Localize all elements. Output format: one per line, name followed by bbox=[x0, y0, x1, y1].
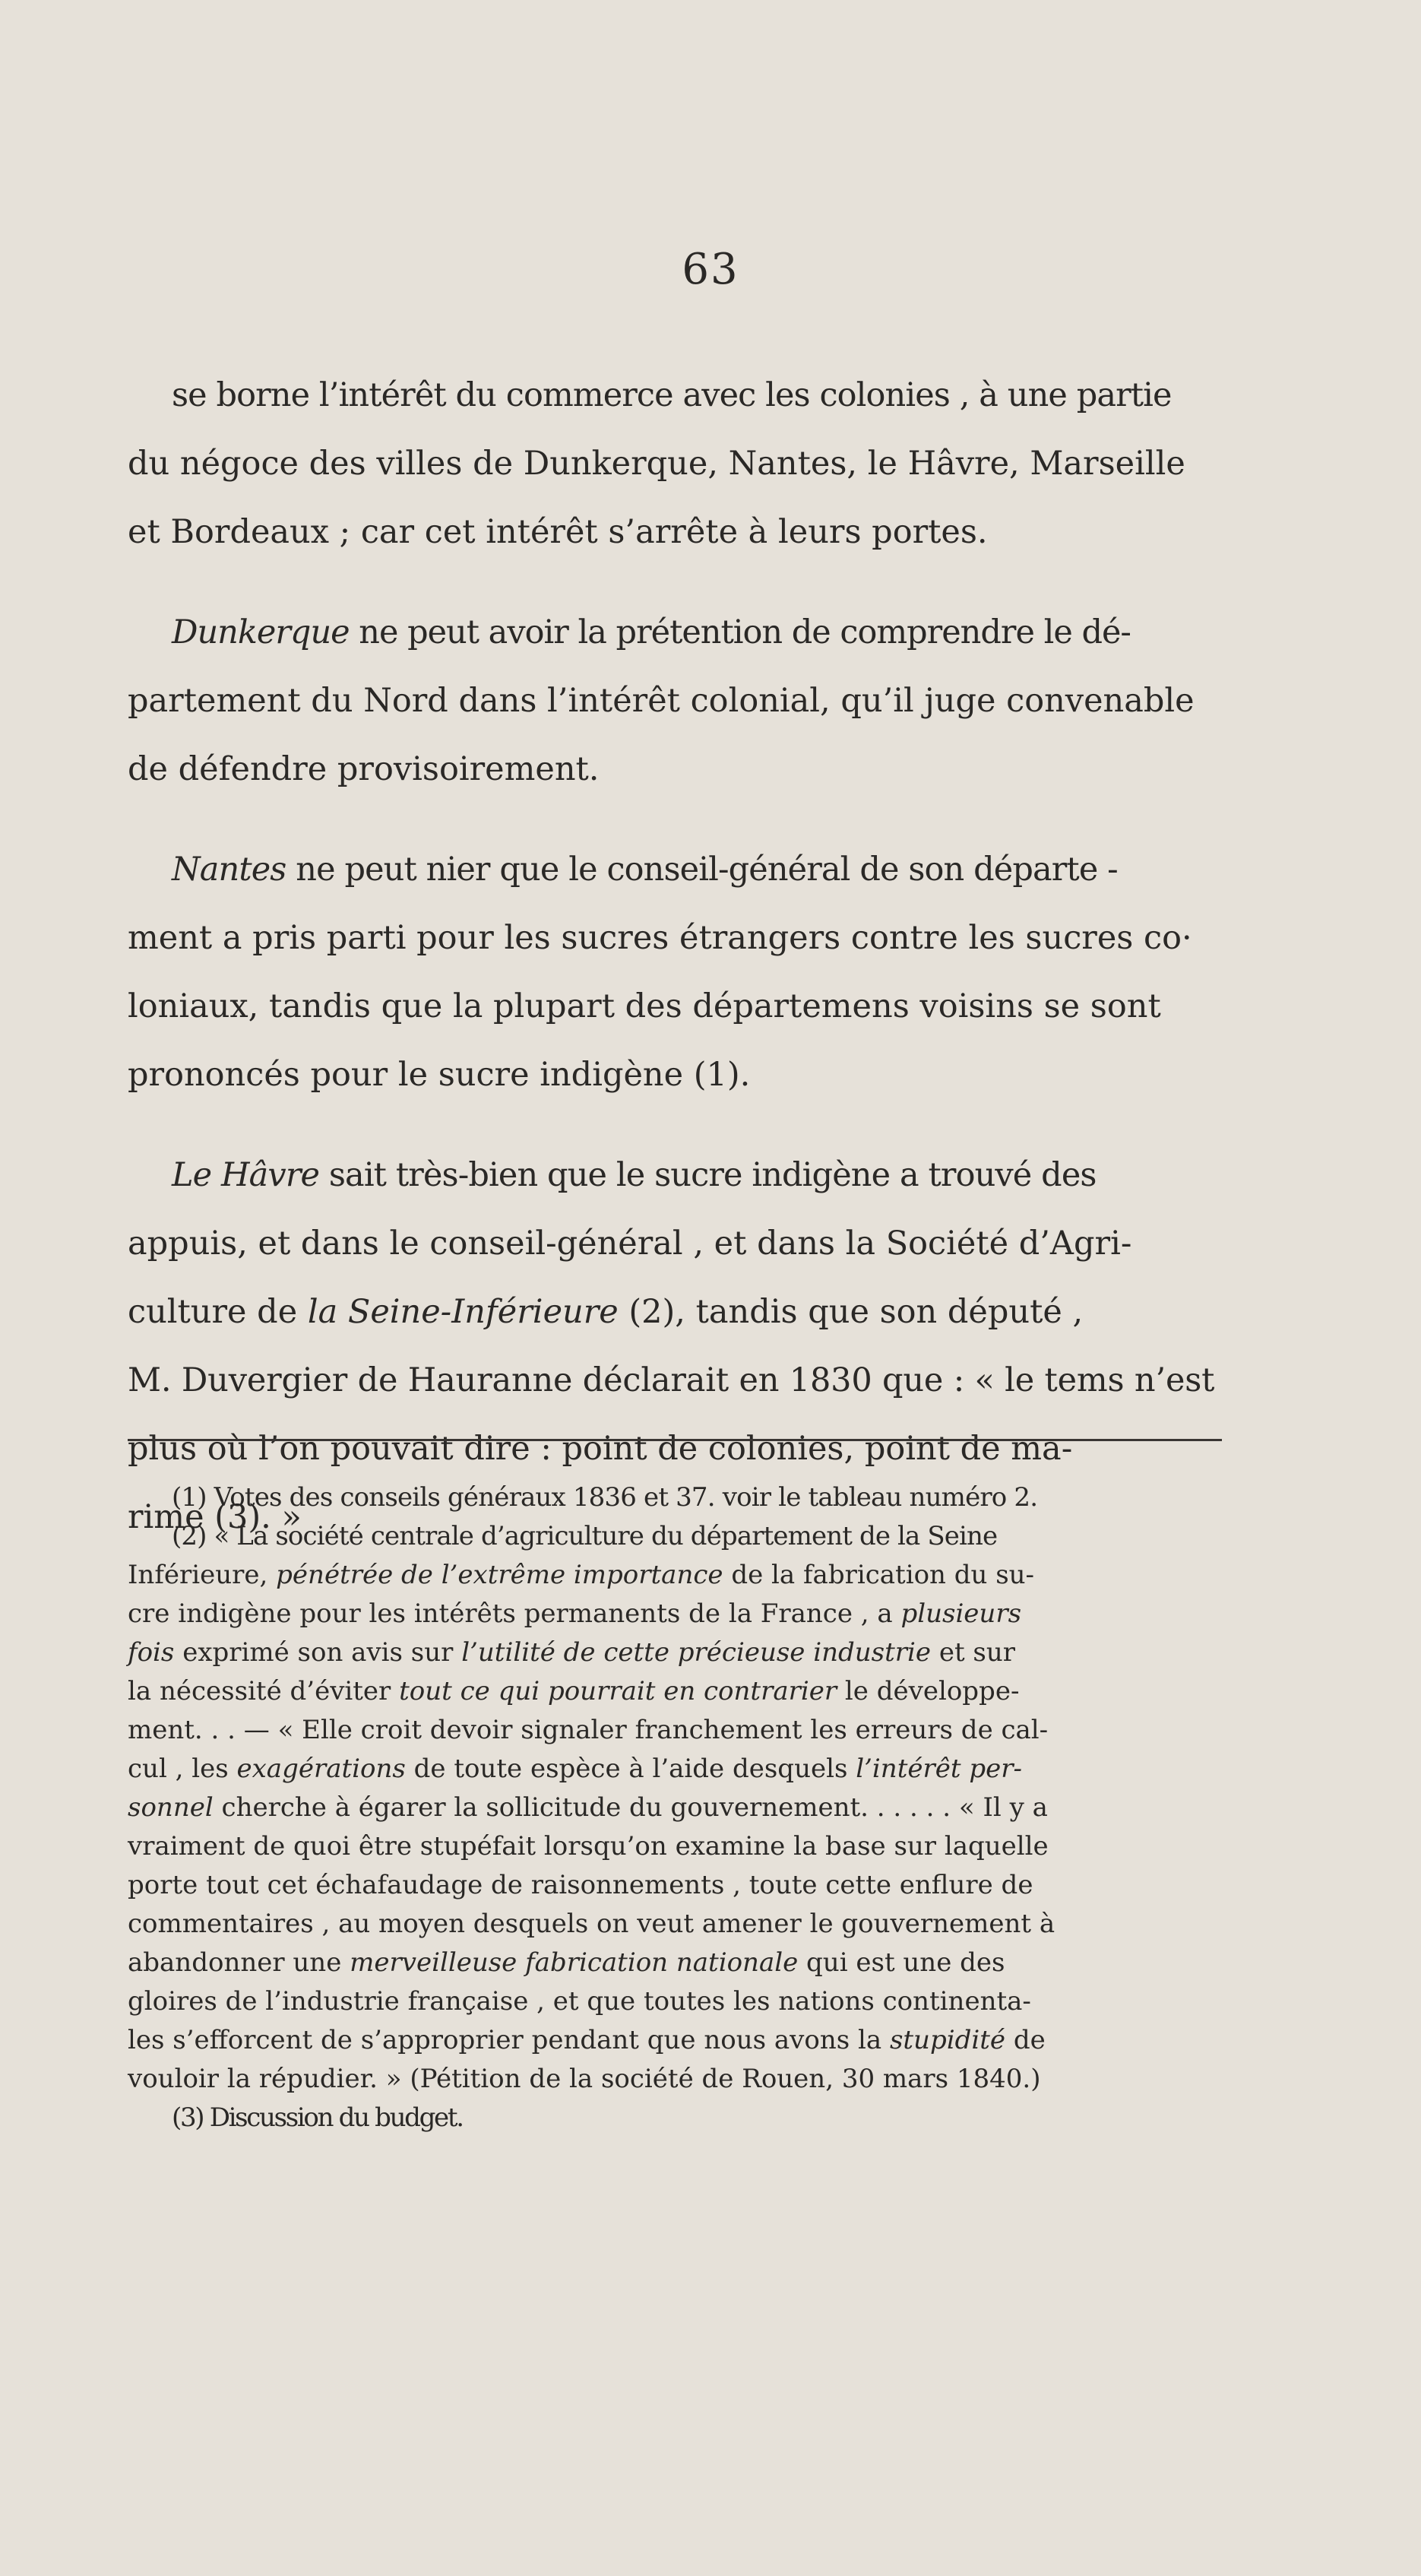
italic-text: Dunkerque bbox=[172, 613, 350, 651]
text-run: de bbox=[1005, 2025, 1046, 2055]
text-line bbox=[128, 1415, 1214, 1483]
text-run: plus où l’on pouvait dire : point de colonies, point de ma- bbox=[128, 1430, 1073, 1468]
footnote-line bbox=[128, 1478, 1222, 1517]
footnote-line bbox=[128, 1556, 1222, 1595]
footnote-line bbox=[128, 1827, 1222, 1866]
text-run: le développe- bbox=[837, 1676, 1020, 1706]
text-run: se borne l’intérêt du commerce avec les colonies , à une partie bbox=[172, 376, 1172, 414]
footnote-line bbox=[128, 2021, 1222, 2060]
text-run: et sur bbox=[931, 1637, 1016, 1668]
text-line bbox=[128, 835, 1214, 904]
text-run: de toute espèce à l’aide desquels bbox=[405, 1754, 856, 1784]
text-run: de la fabrication du su- bbox=[723, 1560, 1035, 1590]
text-run: (3) Discussion du budget. bbox=[172, 2102, 463, 2133]
footnote-line bbox=[128, 1944, 1222, 1982]
text-run: prononcés pour le sucre indigène (1). bbox=[128, 1056, 751, 1094]
text-line bbox=[128, 1141, 1214, 1209]
text-run: exprimé son avis sur bbox=[174, 1637, 462, 1668]
text-run: sait très-bien que le sucre indigène a trouvé des bbox=[319, 1156, 1097, 1194]
text-run: du négoce des villes de Dunkerque, Nantes, le Hâvre, Marseille bbox=[128, 445, 1185, 483]
text-run: ment. . . — « Elle croit devoir signaler franchement les erreurs de cal- bbox=[128, 1715, 1049, 1745]
main-text bbox=[128, 361, 1214, 1583]
text-line bbox=[128, 429, 1214, 498]
text-run: qui est une des bbox=[798, 1947, 1005, 1978]
italic-text: la Seine-Inférieure bbox=[307, 1293, 619, 1331]
footnote-line bbox=[128, 1750, 1222, 1789]
text-line bbox=[128, 598, 1214, 667]
italic-text: l’utilité de cette précieuse industrie bbox=[461, 1637, 932, 1668]
footnote-line bbox=[128, 1595, 1222, 1633]
text-run: (1) Votes des conseils généraux 1836 et 37. voir le tableau numéro 2. bbox=[172, 1482, 1038, 1513]
italic-text: exagérations bbox=[236, 1754, 406, 1784]
text-run: commentaires , au moyen desquels on veut amener le gouvernement à bbox=[128, 1909, 1055, 1939]
text-line bbox=[128, 1209, 1214, 1278]
italic-text: Nantes bbox=[172, 851, 286, 889]
text-run: abandonner une bbox=[128, 1947, 350, 1978]
italic-text: Le Hâvre bbox=[172, 1156, 320, 1194]
text-line bbox=[128, 1041, 1214, 1109]
text-run: cre indigène pour les intérêts permanents de la France , a bbox=[128, 1599, 901, 1629]
footnote-line bbox=[128, 2060, 1222, 2099]
text-run: vouloir la répudier. » (Pétition de la société de Rouen, 30 mars 1840.) bbox=[128, 2064, 1041, 2094]
text-run: ne peut nier que le conseil-général de son départe - bbox=[286, 851, 1118, 889]
text-run: (2), tandis que son député , bbox=[618, 1293, 1084, 1331]
italic-text: tout ce qui pourrait en contrarier bbox=[399, 1676, 837, 1706]
text-line bbox=[128, 972, 1214, 1041]
text-run: et Bordeaux ; car cet intérêt s’arrête à leurs portes. bbox=[128, 513, 988, 551]
text-run: ment a pris parti pour les sucres étrangers contre les sucres co· bbox=[128, 919, 1192, 957]
italic-text: pénétrée de l’extrême importance bbox=[276, 1560, 723, 1590]
text-run: rime (3). » bbox=[128, 1498, 302, 1536]
text-run: Inférieure, bbox=[128, 1560, 277, 1590]
text-run: de défendre provisoirement. bbox=[128, 750, 600, 788]
footnote-line bbox=[128, 1866, 1222, 1905]
footnote-divider bbox=[128, 1439, 1222, 1441]
text-run: vraiment de quoi être stupéfait lorsqu’on examine la base sur laquelle bbox=[128, 1831, 1049, 1862]
paragraph bbox=[128, 361, 1214, 566]
text-run: loniaux, tandis que la plupart des départemens voisins se sont bbox=[128, 987, 1161, 1025]
italic-text: plusieurs bbox=[900, 1599, 1022, 1629]
italic-text: stupidité bbox=[889, 2025, 1006, 2055]
text-line bbox=[128, 667, 1214, 735]
text-run: culture de bbox=[128, 1293, 308, 1331]
text-run: cul , les bbox=[128, 1754, 237, 1784]
footnote-line bbox=[128, 1517, 1222, 1556]
text-line bbox=[128, 735, 1214, 803]
text-line bbox=[128, 1278, 1214, 1346]
page-number: 63 bbox=[682, 245, 739, 294]
text-run: la nécessité d’éviter bbox=[128, 1676, 400, 1706]
text-run: M. Duvergier de Hauranne déclarait en 1830 que : « le tems n’est bbox=[128, 1361, 1215, 1399]
footnote-line bbox=[128, 2099, 1222, 2137]
italic-text: fois bbox=[128, 1637, 175, 1668]
paragraph bbox=[128, 835, 1214, 1109]
footnote-line bbox=[128, 1633, 1222, 1672]
footnote-line bbox=[128, 1789, 1222, 1827]
footnote-line bbox=[128, 1982, 1222, 2021]
text-run: cherche à égarer la sollicitude du gouvernement. . . . . . « Il y a bbox=[213, 1792, 1048, 1823]
text-run: (2) « La société centrale d’agriculture du département de la Seine bbox=[172, 1521, 998, 1551]
footnote-line bbox=[128, 1711, 1222, 1750]
footnote-line bbox=[128, 1905, 1222, 1944]
text-line bbox=[128, 498, 1214, 566]
text-run: ne peut avoir la prétention de comprendre le dé- bbox=[349, 613, 1131, 651]
footnote-line bbox=[128, 1672, 1222, 1711]
text-line bbox=[128, 361, 1214, 429]
footnotes bbox=[128, 1478, 1222, 2137]
text-line bbox=[128, 904, 1214, 972]
text-run: partement du Nord dans l’intérêt colonial, qu’il juge convenable bbox=[128, 682, 1195, 720]
text-run: les s’efforcent de s’approprier pendant que nous avons la bbox=[128, 2025, 890, 2055]
paragraph bbox=[128, 598, 1214, 803]
text-line bbox=[128, 1346, 1214, 1415]
text-run: porte tout cet échafaudage de raisonnements , toute cette enflure de bbox=[128, 1870, 1033, 1900]
italic-text: l’intérêt per- bbox=[856, 1754, 1022, 1784]
text-run: gloires de l’industrie française , et que toutes les nations continenta- bbox=[128, 1986, 1031, 2017]
text-run: appuis, et dans le conseil-général , et dans la Société d’Agri- bbox=[128, 1225, 1132, 1263]
italic-text: sonnel bbox=[128, 1792, 214, 1823]
italic-text: merveilleuse fabrication nationale bbox=[350, 1947, 799, 1978]
